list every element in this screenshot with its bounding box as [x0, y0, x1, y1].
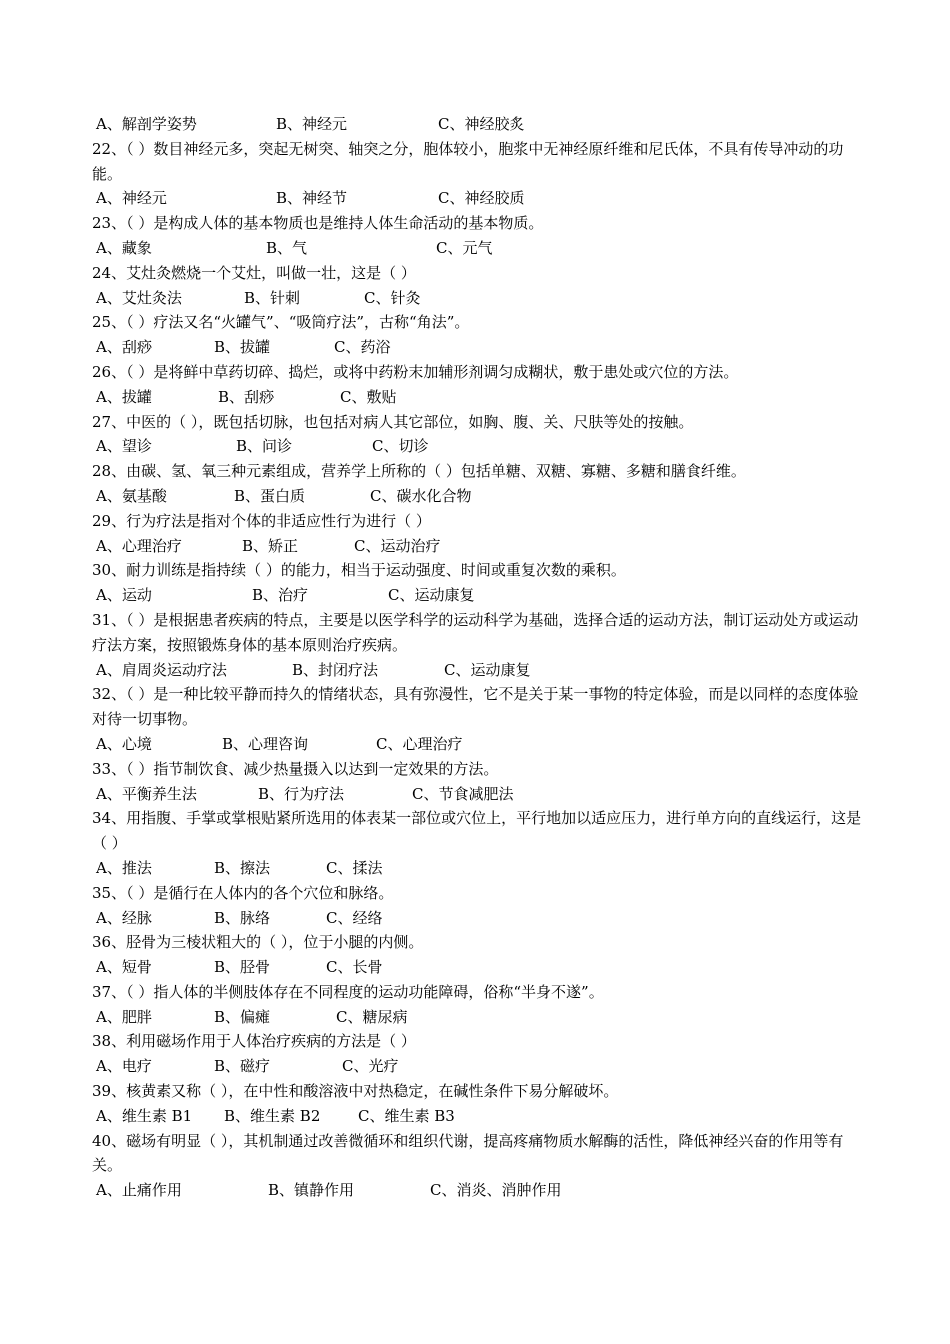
- option-a: A、经脉: [96, 908, 152, 927]
- question-list: [92, 112, 872, 1203]
- option-b: B、心理咨询: [222, 734, 309, 753]
- option-b: B、维生素 B2: [224, 1106, 321, 1125]
- option-a: A、肩周炎运动疗法: [96, 660, 227, 679]
- question-text: 37、（ ）指人体的半侧肢体存在不同程度的运动功能障碍，俗称“半身不遂”。: [92, 982, 604, 1001]
- option-b: B、行为疗法: [258, 784, 345, 803]
- question-text: 24、艾灶灸燃烧一个艾灶，叫做一壮，这是（ ）: [92, 263, 416, 282]
- option-a: A、推法: [96, 858, 152, 877]
- option-b: B、神经节: [276, 189, 348, 208]
- option-b: B、刮痧: [218, 387, 275, 406]
- question-text: 35、（ ）是循行在人体内的各个穴位和脉络。: [92, 883, 394, 902]
- question-text: 38、利用磁场作用于人体治疗疾病的方法是（ ）: [92, 1032, 416, 1051]
- option-c: C、消炎、消肿作用: [430, 1181, 562, 1200]
- option-b: B、拔罐: [214, 338, 271, 357]
- question-options: [92, 782, 872, 807]
- option-b: B、矫正: [242, 536, 299, 555]
- option-b: B、磁疗: [214, 1057, 271, 1076]
- option-b: B、针刺: [244, 288, 301, 307]
- option-c: C、节食减肥法: [412, 784, 514, 803]
- option-a: A、心境: [96, 734, 152, 753]
- question-options: [92, 1178, 872, 1203]
- question-text: 22、（ ）数目神经元多，突起无树突、轴突之分，胞体较小，胞浆中无神经原纤维和尼氏体，不具有传导冲动的功能。: [92, 139, 844, 183]
- option-a: A、解剖学姿势: [96, 115, 197, 133]
- option-c: C、光疗: [342, 1057, 399, 1076]
- option-c: C、敷贴: [340, 387, 397, 406]
- question-options: [92, 856, 872, 881]
- option-b: B、气: [266, 238, 308, 257]
- question-text: 39、核黄素又称（ ），在中性和酸溶液中对热稳定，在碱性条件下易分解破坏。: [92, 1082, 619, 1101]
- option-b: B、胫骨: [214, 958, 271, 977]
- option-a: A、拔罐: [96, 387, 152, 406]
- question-options: [92, 385, 872, 410]
- question-text: 31、（ ）是根据患者疾病的特点，主要是以医学科学的运动科学为基础，选择合适的运动方法，制订运动处方或运动疗法方案，按照锻炼身体的基本原则治疗疾病。: [92, 610, 859, 654]
- question-text: 25、（ ）疗法又名“火罐气”、“吸筒疗法”，古称“角法”。: [92, 313, 470, 332]
- option-a: A、神经元: [96, 189, 167, 208]
- option-a: A、艾灶灸法: [96, 288, 182, 307]
- option-b: B、神经元: [276, 115, 348, 133]
- option-a: A、电疗: [96, 1057, 152, 1076]
- question-text: 40、磁场有明显（ ），其机制通过改善微循环和组织代谢，提高疼痛物质水解酶的活性，降低神经兴奋的作用等有关。: [92, 1131, 844, 1175]
- option-c: C、针灸: [364, 288, 421, 307]
- question-options: [92, 286, 872, 311]
- question-text: 29、行为疗法是指对个体的非适应性行为进行（ ）: [92, 511, 431, 530]
- question-text: 30、耐力训练是指持续（ ）的能力，相当于运动强度、时间或重复次数的乘积。: [92, 561, 626, 580]
- question-options: [92, 186, 872, 211]
- option-b: B、偏瘫: [214, 1007, 271, 1026]
- question-options: [92, 906, 872, 931]
- question-options: [92, 335, 872, 360]
- question-options: [92, 484, 872, 509]
- option-b: B、蛋白质: [234, 486, 306, 505]
- option-b: B、治疗: [252, 586, 309, 605]
- option-a: A、刮痧: [96, 338, 152, 357]
- option-c: C、揉法: [326, 858, 383, 877]
- lead-options: [92, 112, 872, 137]
- option-b: B、封闭疗法: [292, 660, 379, 679]
- option-a: A、肥胖: [96, 1007, 152, 1026]
- option-c: C、神经胶质: [438, 189, 525, 208]
- option-c: C、经络: [326, 908, 383, 927]
- option-a: A、止痛作用: [96, 1181, 182, 1200]
- question-text: 33、（ ）指节制饮食、减少热量摄入以达到一定效果的方法。: [92, 759, 499, 778]
- question-options: [92, 583, 872, 608]
- question-options: [92, 1104, 872, 1129]
- option-a: A、运动: [96, 586, 152, 605]
- option-c: C、运动康复: [444, 660, 531, 679]
- question-options: [92, 1054, 872, 1079]
- question-text: 32、（ ）是一种比较平静而持久的情绪状态，具有弥漫性，它不是关于某一事物的特定体验，而是以同样的态度体验对待一切事物。: [92, 685, 859, 729]
- question-options: [92, 658, 872, 683]
- option-c: C、药浴: [334, 338, 391, 357]
- option-c: C、运动治疗: [354, 536, 441, 555]
- question-text: 26、（ ）是将鲜中草药切碎、捣烂，或将中药粉末加辅形剂调匀成糊状，敷于患处或穴位的方法。: [92, 362, 739, 381]
- question-text: 36、胫骨为三棱状粗大的（ ），位于小腿的内侧。: [92, 933, 424, 952]
- option-a: A、心理治疗: [96, 536, 182, 555]
- option-c: C、运动康复: [388, 586, 475, 605]
- question-options: [92, 955, 872, 980]
- option-a: A、短骨: [96, 958, 152, 977]
- option-c: C、长骨: [326, 958, 383, 977]
- option-c: C、元气: [436, 238, 493, 257]
- question-options: [92, 236, 872, 261]
- option-c: C、心理治疗: [376, 734, 463, 753]
- option-a: A、氨基酸: [96, 486, 167, 505]
- option-a: A、藏象: [96, 238, 152, 257]
- option-b: B、擦法: [214, 858, 271, 877]
- option-b: B、脉络: [214, 908, 271, 927]
- option-c: C、糖尿病: [336, 1007, 408, 1026]
- option-c: C、碳水化合物: [370, 486, 472, 505]
- option-a: A、平衡养生法: [96, 784, 197, 803]
- option-c: C、维生素 B3: [358, 1106, 455, 1125]
- question-options: [92, 1005, 872, 1030]
- question-options: [92, 732, 872, 757]
- question-text: 34、用指腹、手掌或掌根贴紧所选用的体表某一部位或穴位上，平行地加以适应压力，进行单方向的直线运行，这是（ ）: [92, 809, 862, 853]
- question-options: [92, 534, 872, 559]
- option-a: A、维生素 B1: [96, 1106, 193, 1125]
- option-c: C、切诊: [372, 437, 429, 456]
- option-b: B、问诊: [236, 437, 293, 456]
- option-b: B、镇静作用: [268, 1181, 355, 1200]
- question-text: 28、由碳、氢、氧三种元素组成，营养学上所称的（ ）包括单糖、双糖、寡糖、多糖和膳食纤维。: [92, 462, 746, 481]
- option-a: A、望诊: [96, 437, 152, 456]
- question-options: [92, 434, 872, 459]
- question-text: 23、（ ）是构成人体的基本物质也是维持人体生命活动的基本物质。: [92, 214, 544, 233]
- question-text: 27、中医的（ ），既包括切脉，也包括对病人其它部位，如胸、腹、关、尺肤等处的按触。: [92, 412, 694, 431]
- option-c: C、神经胶炙: [438, 115, 525, 133]
